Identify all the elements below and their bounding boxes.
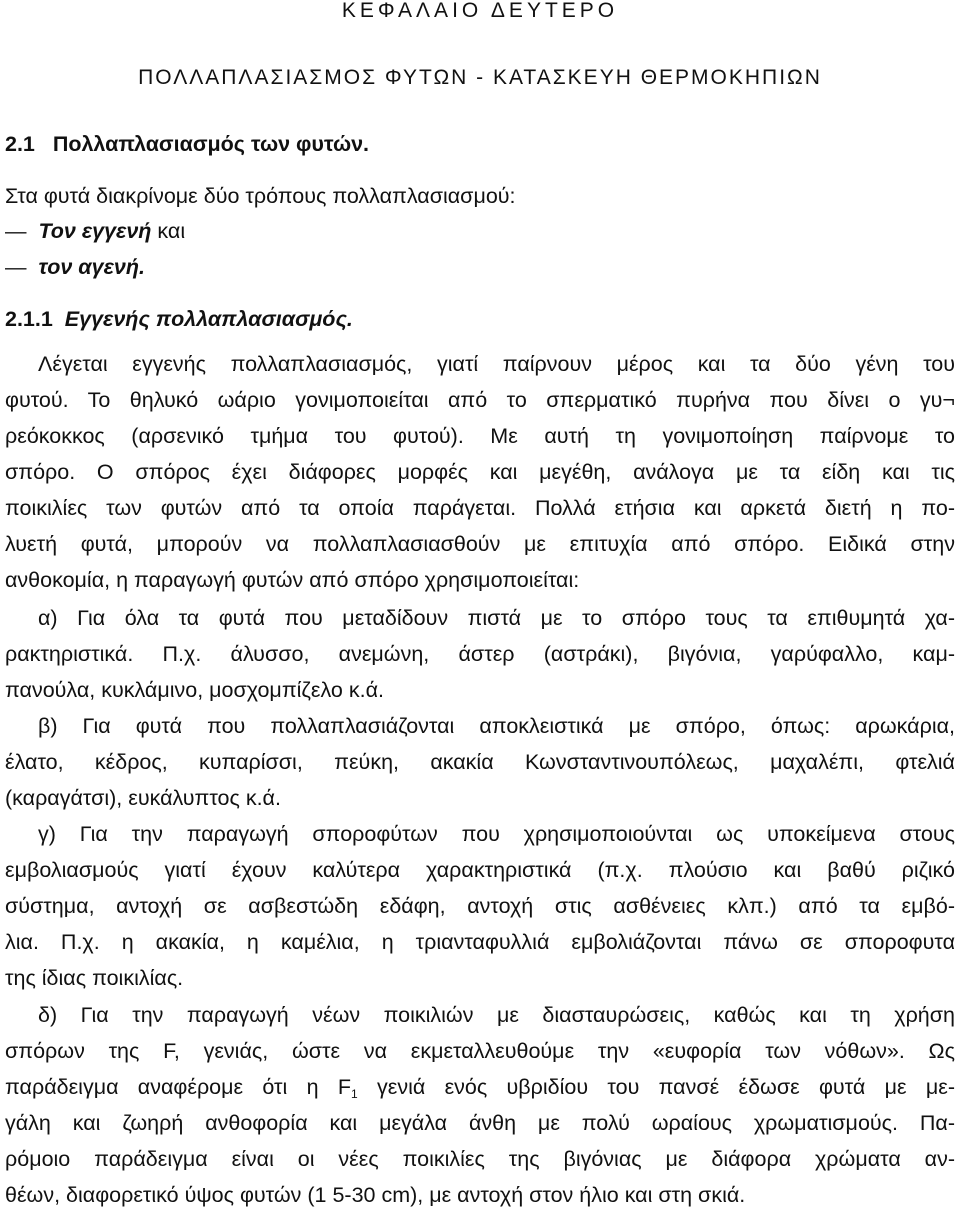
section-heading-2-1-1: [5, 305, 955, 333]
list-item-way-1: [5, 217, 955, 245]
paragraph-line: ρεόκοκκος (αρσενικό τμήμα του φυτού). Με αυτή τη γονιμοποίηση παίρνομε το: [5, 424, 955, 448]
list-line-a: α) Για όλα τα φυτά που μεταδίδουν πιστά με το σπόρο τους τα επιθυμητά χα-: [38, 606, 955, 630]
list-line-b: β) Για φυτά που πολλαπλασιάζονται αποκλειστικά με σπόρο, όπως: αρωκάρια,: [38, 714, 955, 738]
subscript: 1: [351, 1087, 358, 1101]
text-segment: γενιά ενός υβριδίου του πανσέ έδωσε φυτά με με-: [357, 1075, 955, 1099]
list-line-c: της ίδιας ποικιλίας.: [5, 966, 184, 990]
dash: —: [5, 255, 27, 279]
list-item-way-2: [5, 253, 955, 281]
list-line-d: σπόρων της F, γενιάς, ώστε να εκμεταλλευθούμε την «ευφορία των νόθων». Ως: [5, 1039, 955, 1063]
section-title: Πολλαπλασιασμός των φυτών.: [52, 132, 370, 156]
list-line-d: [5, 1073, 955, 1108]
list-line-d: ρόμοιο παράδειγμα είναι οι νέες ποικιλίες της βιγόνιας με διάφορα χρώματα αν-: [5, 1147, 955, 1171]
list-line-b: (καραγάτσι), ευκάλυπτος κ.ά.: [5, 786, 281, 810]
list-line-a: πανούλα, κυκλάμινο, μοσχομπίζελο κ.ά.: [5, 678, 384, 702]
list-line-b: έλατο, κέδρος, κυπαρίσσι, πεύκη, ακακία Κωνσταντινουπόλεως, μαχαλέπι, φτελιά: [5, 750, 955, 774]
chapter-subtitle: ΠΟΛΛΑΠΛΑΣΙΑΣΜΟΣ ΦΥΤΩΝ - ΚΑΤΑΣΚΕΥΗ ΘΕΡΜΟΚΗΠΙΩΝ: [138, 66, 822, 89]
list-line-c: λια. Π.χ. η ακακία, η καμέλια, η τριανταφυλλιά εμβολιάζονται πάνω σε σποροφυτα: [5, 930, 955, 954]
section-title: Εγγενής πολλαπλασιασμός.: [64, 307, 353, 331]
section-number: 2.1.1: [5, 307, 53, 331]
list-line-a: ρακτηριστικά. Π.χ. άλυσσο, ανεμώνη, άστερ (αστράκι), βιγόνια, γαρύφαλλο, καμ-: [5, 642, 955, 666]
paragraph-line: ανθοκομία, η παραγωγή φυτών από σπόρο χρησιμοποιείται:: [5, 568, 580, 592]
paragraph-line: σπόρο. Ο σπόρος έχει διάφορες μορφές και μεγέθη, ανάλογα με τα είδη και τις: [5, 460, 955, 484]
intro-line: Στα φυτά διακρίνομε δύο τρόπους πολλαπλασιασμού:: [5, 184, 516, 208]
list-line-c: σύστημα, αντοχή σε ασβεστώδη εδάφη, αντοχή στις ασθένειες κλπ.) από τα εμβό-: [5, 894, 955, 918]
section-heading-2-1: [5, 130, 955, 158]
dash: —: [5, 219, 27, 243]
chapter-title: ΚΕΦΑΛΑΙΟ ΔΕΥΤΕΡΟ: [341, 0, 619, 22]
way-label: τον αγενή.: [38, 255, 145, 279]
list-line-d: δ) Για την παραγωγή νέων ποικιλιών με διασταυρώσεις, καθώς και τη χρήση: [38, 1003, 955, 1027]
list-line-c: γ) Για την παραγωγή σποροφύτων που χρησιμοποιούνται ως υποκείμενα στους: [38, 822, 955, 846]
list-line-d: γάλη και ζωηρή ανθοφορία και μεγάλα άνθη με πολύ ωραίους χρωματισμούς. Πα-: [5, 1111, 955, 1135]
list-line-d: θέων, διαφορετικό ύψος φυτών (1 5-30 cm), με αντοχή στον ήλιο και στη σκιά.: [5, 1183, 746, 1207]
paragraph-line: ποικιλίες των φυτών από τα οποία παράγεται. Πολλά ετήσια και αρκετά διετή η πο-: [5, 496, 955, 520]
way-label: Τον εγγενή: [38, 219, 152, 243]
paragraph-line: φυτού. Το θηλυκό ωάριο γονιμοποιείται από το σπερματικό πυρήνα που δίνει ο γυ¬: [5, 388, 955, 412]
list-line-c: εμβολιασμούς γιατί έχουν καλύτερα χαρακτηριστικά (π.χ. πλούσιο και βαθύ ριζικό: [5, 858, 955, 882]
section-number: 2.1: [5, 132, 35, 156]
way-suffix: και: [151, 219, 186, 243]
paragraph-line: λυετή φυτά, μπορούν να πολλαπλασιασθούν με επιτυχία από σπόρο. Ειδικά στην: [5, 532, 955, 556]
text-segment: παράδειγμα αναφέρομε ότι η F: [5, 1075, 352, 1099]
paragraph-line: Λέγεται εγγενής πολλαπλασιασμός, γιατί παίρνουν μέρος και τα δύο γένη του: [38, 352, 955, 376]
